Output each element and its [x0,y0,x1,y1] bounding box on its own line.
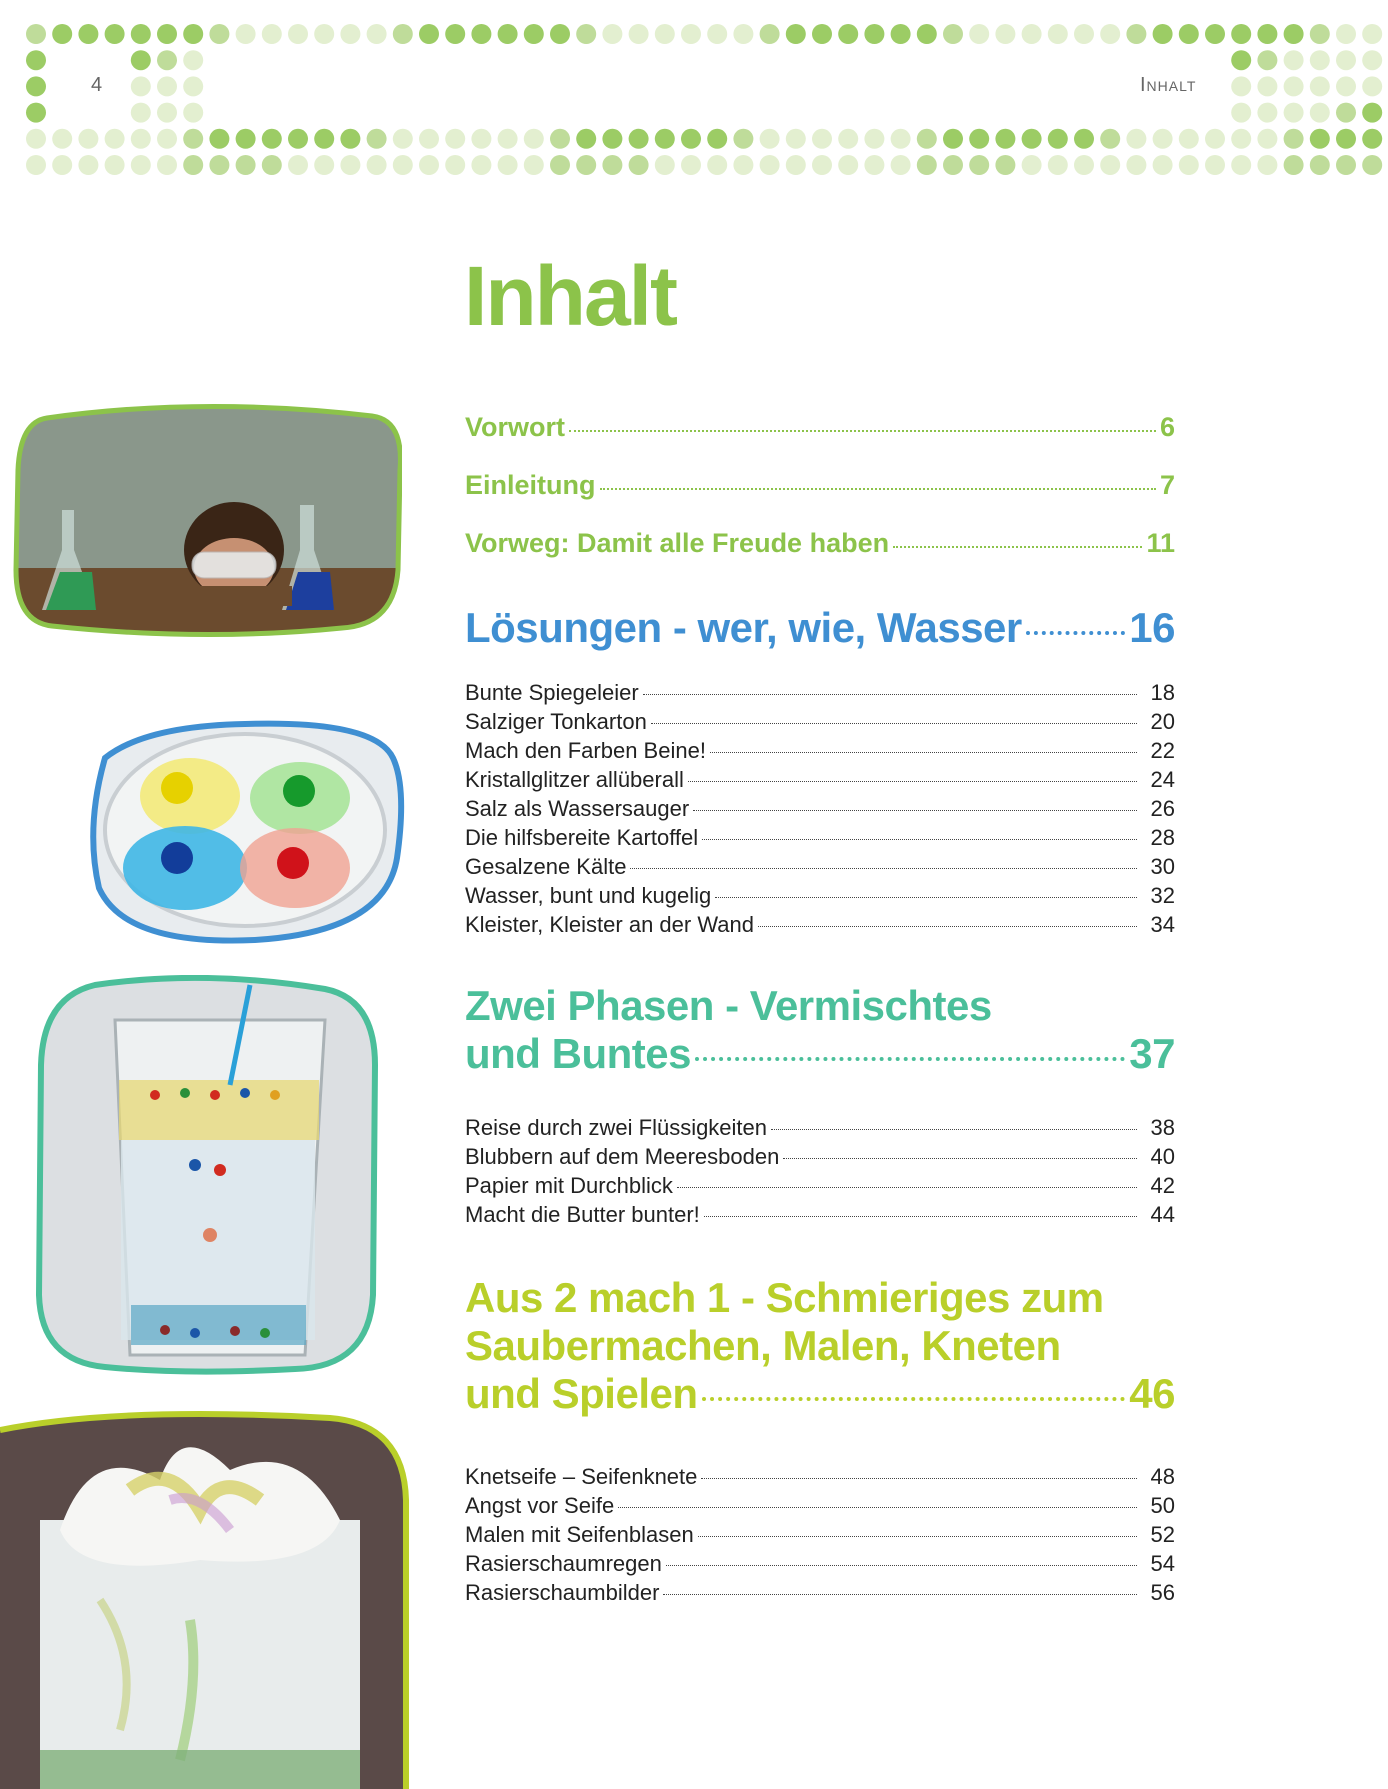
decorative-dot [969,129,989,149]
decorative-dot [419,129,439,149]
decorative-dot [655,129,675,149]
toc-item[interactable] [465,1493,1175,1522]
decorative-dot [943,129,963,149]
toc-item-page: 34 [1150,912,1175,937]
toc-item-page: 30 [1150,854,1175,879]
toc-item-title: Salz als Wassersauger [465,796,690,821]
decorative-dot [864,24,884,44]
toc-entry-title: Einleitung [465,470,596,500]
section-heading[interactable] [465,1030,1175,1078]
decorative-dot [629,129,649,149]
toc-item[interactable] [465,709,1175,738]
decorative-dot [1048,155,1068,175]
toc-item-page: 22 [1150,738,1175,763]
section-heading-line1[interactable]: Aus 2 mach 1 - Schmieriges zum [465,1274,1104,1321]
toc-entry-page: 11 [1146,528,1175,558]
decorative-dot [917,24,937,44]
toc-section-aus-2-mach-1 [465,1274,1175,1418]
decorative-dot [367,24,387,44]
decorative-dot [183,155,203,175]
toc-item-page: 20 [1150,709,1175,734]
toc-item[interactable] [465,825,1175,854]
decorative-dot [707,24,727,44]
decorative-dot [1048,129,1068,149]
toc-item-title: Knetseife – Seifenknete [465,1464,698,1489]
toc-item-page: 38 [1150,1115,1175,1140]
toc-items-loesungen [465,680,1175,941]
decorative-dot [602,155,622,175]
photo-shaving-foam-glass [0,1400,410,1789]
decorative-dot [891,24,911,44]
toc-entry-title: Vorwort [465,412,565,442]
decorative-dot [314,129,334,149]
decorative-dot [655,24,675,44]
toc-entry-vorweg[interactable] [465,528,1175,586]
decorative-dot [733,155,753,175]
decorative-dot [1022,24,1042,44]
toc-item[interactable] [465,738,1175,767]
decorative-dot [969,24,989,44]
decorative-dot [681,129,701,149]
decorative-dot [209,155,229,175]
page-title: Inhalt [464,249,676,343]
decorative-dot [183,103,203,123]
photo-glass-two-phases [35,975,380,1375]
decorative-dot [760,24,780,44]
toc-item-page: 44 [1150,1202,1175,1227]
toc-items-zwei-phasen [465,1115,1175,1231]
decorative-dot [105,129,125,149]
toc-item-page: 50 [1150,1493,1175,1518]
section-heading-line1[interactable]: Zwei Phasen - Vermischtes [465,982,992,1029]
decorative-dot [943,24,963,44]
decorative-dot [26,24,46,44]
toc-item-page: 42 [1150,1173,1175,1198]
decorative-dot [1362,129,1382,149]
decorative-dot [629,155,649,175]
decorative-dot [105,155,125,175]
toc-item[interactable] [465,680,1175,709]
toc-entry-title: Vorweg: Damit alle Freude haben [465,528,890,558]
decorative-dot [498,24,518,44]
decorative-dot [733,24,753,44]
decorative-dot [1362,50,1382,70]
decorative-dot [1310,155,1330,175]
decorative-dot [524,155,544,175]
section-page: 37 [1129,1030,1175,1077]
decorative-dot [131,24,151,44]
decorative-dot [262,155,282,175]
decorative-dot [131,50,151,70]
decorative-dot [1336,50,1356,70]
decorative-dot [26,76,46,96]
toc-entry-einleitung[interactable] [465,470,1175,528]
toc-item-title: Kristallglitzer allüberall [465,767,684,792]
toc-item-title: Bunte Spiegeleier [465,680,639,705]
toc-entry-page: 6 [1159,412,1175,442]
decorative-dot [1100,155,1120,175]
decorative-dot [26,103,46,123]
section-page: 16 [1129,604,1175,651]
decorative-dot [786,129,806,149]
toc-item[interactable] [465,1551,1175,1580]
decorative-dot [786,155,806,175]
toc-item-page: 18 [1150,680,1175,705]
section-title: und Spielen [465,1370,698,1417]
decorative-dot [733,129,753,149]
decorative-dot [340,24,360,44]
decorative-dot [157,155,177,175]
decorative-dot [393,155,413,175]
decorative-dot [52,155,72,175]
decorative-dot [105,24,125,44]
page-number: 4 [91,74,103,96]
section-heading[interactable] [465,604,1175,652]
decorative-dot [157,103,177,123]
decorative-dot [891,155,911,175]
decorative-dot [1179,155,1199,175]
decorative-dot [1336,103,1356,123]
toc-item-title: Gesalzene Kälte [465,854,627,879]
decorative-dot [524,24,544,44]
decorative-dot [1362,24,1382,44]
decorative-dot [262,24,282,44]
decorative-dot [1231,129,1251,149]
decorative-dot [995,155,1015,175]
decorative-dot [1284,76,1304,96]
toc-item[interactable] [465,1144,1175,1173]
decorative-dot [367,129,387,149]
toc-item[interactable] [465,796,1175,825]
toc-item[interactable] [465,912,1175,941]
decorative-dot [812,24,832,44]
toc-item-page: 26 [1150,796,1175,821]
toc-item-page: 24 [1150,767,1175,792]
decorative-dot [288,129,308,149]
toc-section-loesungen [465,604,1175,652]
section-title: Lösungen - wer, wie, Wasser [465,604,1022,651]
decorative-dot [78,24,98,44]
decorative-dot [943,155,963,175]
toc-item-title: Malen mit Seifenblasen [465,1522,694,1547]
decorative-dot [157,76,177,96]
decorative-dot [550,155,570,175]
toc-items-aus-2-mach-1 [465,1464,1175,1609]
decorative-dot [576,24,596,44]
decorative-dot [183,76,203,96]
decorative-dot [995,129,1015,149]
decorative-dot [1100,24,1120,44]
decorative-dot [838,129,858,149]
decorative-dot [838,155,858,175]
decorative-dot [471,24,491,44]
decorative-dot [786,24,806,44]
decorative-dot [1362,155,1382,175]
decorative-dot [707,129,727,149]
decorative-dot [1310,76,1330,96]
decorative-dot [78,155,98,175]
toc-item[interactable] [465,1464,1175,1493]
decorative-dot [1074,129,1094,149]
decorative-dot [1231,24,1251,44]
decorative-dot [1284,155,1304,175]
decorative-dot [917,129,937,149]
decorative-dot [1022,129,1042,149]
toc-intro [465,412,1175,586]
decorative-dot [262,129,282,149]
decorative-dot [602,24,622,44]
toc-item-title: Reise durch zwei Flüssigkeiten [465,1115,768,1140]
decorative-dot [419,155,439,175]
decorative-dot [236,24,256,44]
decorative-dot [367,155,387,175]
toc-item[interactable] [465,1522,1175,1551]
decorative-dot [52,129,72,149]
decorative-dot [1074,24,1094,44]
decorative-dot [812,155,832,175]
decorative-dot [1205,24,1225,44]
toc-item-title: Rasierschaumbilder [465,1580,660,1605]
toc-item-title: Die hilfsbereite Kartoffel [465,825,699,850]
photo-boy-with-flasks [12,400,402,640]
decorative-dot [1179,24,1199,44]
toc-entry-vorwort[interactable] [465,412,1175,470]
toc-item[interactable] [465,854,1175,883]
decorative-dot [1100,129,1120,149]
decorative-dot [629,24,649,44]
decorative-dot [1153,24,1173,44]
decorative-dot [340,129,360,149]
decorative-dot [1310,103,1330,123]
toc-item-page: 40 [1150,1144,1175,1169]
toc-item-title: Papier mit Durchblick [465,1173,673,1198]
decorative-dot [891,129,911,149]
decorative-dot [1362,103,1382,123]
decorative-dot [157,24,177,44]
toc-item-title: Wasser, bunt und kugelig [465,883,712,908]
decorative-dot [445,24,465,44]
decorative-dot [1310,50,1330,70]
decorative-dot [550,24,570,44]
decorative-dot [1231,103,1251,123]
decorative-dot [550,129,570,149]
section-page: 46 [1129,1370,1175,1417]
decorative-dot [314,155,334,175]
toc-item-page: 32 [1150,883,1175,908]
toc-item[interactable] [465,1202,1175,1231]
toc-item-title: Salziger Tonkarton [465,709,647,734]
section-heading[interactable] [465,1370,1175,1418]
decorative-dot [1284,129,1304,149]
toc-item-title: Angst vor Seife [465,1493,615,1518]
decorative-dot [236,129,256,149]
decorative-dot [157,129,177,149]
decorative-dot [131,103,151,123]
decorative-dot [681,155,701,175]
decorative-dot [183,129,203,149]
decorative-dot [864,129,884,149]
decorative-dot [288,155,308,175]
toc-item[interactable] [465,767,1175,796]
decorative-dot [498,155,518,175]
decorative-dot [1336,155,1356,175]
decorative-dot [1362,76,1382,96]
decorative-dot [1048,24,1068,44]
toc-item[interactable] [465,1580,1175,1609]
decorative-dot [1257,103,1277,123]
decorative-dot [1336,76,1356,96]
decorative-dot [314,24,334,44]
decorative-dot [1284,50,1304,70]
decorative-dot [471,129,491,149]
decorative-dot [26,155,46,175]
decorative-dot [1257,50,1277,70]
toc-item-page: 52 [1150,1522,1175,1547]
section-heading-line2[interactable]: Saubermachen, Malen, Kneten [465,1322,1061,1369]
decorative-dot [1231,50,1251,70]
decorative-dot [445,129,465,149]
decorative-dot [655,155,675,175]
decorative-dot [1153,129,1173,149]
decorative-dot [78,129,98,149]
decorative-dot [576,129,596,149]
toc-item[interactable] [465,883,1175,912]
decorative-dot [1179,129,1199,149]
decorative-dot [1257,155,1277,175]
decorative-dot [1284,24,1304,44]
decorative-dot [1074,155,1094,175]
decorative-dot [838,24,858,44]
decorative-dot [1022,155,1042,175]
decorative-dot [157,50,177,70]
decorative-dot [1310,129,1330,149]
decorative-dot [812,129,832,149]
decorative-dot [707,155,727,175]
decorative-dot [681,24,701,44]
decorative-dot [1126,129,1146,149]
toc-item-title: Macht die Butter bunter! [465,1202,700,1227]
decorative-dot [183,24,203,44]
decorative-dot [524,129,544,149]
toc-item[interactable] [465,1115,1175,1144]
decorative-dot [1310,24,1330,44]
toc-section-zwei-phasen [465,982,1175,1078]
decorative-dot [1126,155,1146,175]
decorative-dot [1336,24,1356,44]
toc-item-title: Mach den Farben Beine! [465,738,706,763]
decorative-dot [1231,76,1251,96]
decorative-dot [995,24,1015,44]
decorative-dot [760,155,780,175]
decorative-dot [393,24,413,44]
decorative-dot [1205,155,1225,175]
decorative-dot [471,155,491,175]
decorative-dot [1257,129,1277,149]
toc-entry-page: 7 [1159,470,1175,500]
decorative-dot [1257,76,1277,96]
decorative-dot [576,155,596,175]
decorative-dot [1336,129,1356,149]
running-head: Inhalt [1140,74,1197,96]
decorative-dot [1257,24,1277,44]
decorative-dot [419,24,439,44]
decorative-dot [288,24,308,44]
decorative-dot [969,155,989,175]
decorative-dot [602,129,622,149]
decorative-dot [917,155,937,175]
decorative-dot [1231,155,1251,175]
decorative-dot [393,129,413,149]
decorative-dot [864,155,884,175]
decorative-dot [1126,24,1146,44]
section-title: und Buntes [465,1030,691,1077]
toc-item-page: 54 [1150,1551,1175,1576]
decorative-dot [340,155,360,175]
decorative-dot [498,129,518,149]
toc-item-title: Rasierschaumregen [465,1551,662,1576]
toc-item-title: Blubbern auf dem Meeresboden [465,1144,780,1169]
toc-item-title: Kleister, Kleister an der Wand [465,912,754,937]
toc-item-page: 56 [1150,1580,1175,1605]
decorative-dot [131,129,151,149]
toc-item-page: 48 [1150,1464,1175,1489]
decorative-dot [183,50,203,70]
decorative-dot [209,24,229,44]
toc-item[interactable] [465,1173,1175,1202]
decorative-dot [760,129,780,149]
decorative-dot [1153,155,1173,175]
decorative-dot [236,155,256,175]
decorative-dot [52,24,72,44]
decorative-dot [1205,129,1225,149]
decorative-dot [209,129,229,149]
decorative-dot [26,129,46,149]
decorative-dot [445,155,465,175]
toc-item-page: 28 [1150,825,1175,850]
decorative-dot [131,76,151,96]
decorative-dot [131,155,151,175]
photo-petri-dish [85,718,405,948]
decorative-dot [1284,103,1304,123]
decorative-dot [26,50,46,70]
